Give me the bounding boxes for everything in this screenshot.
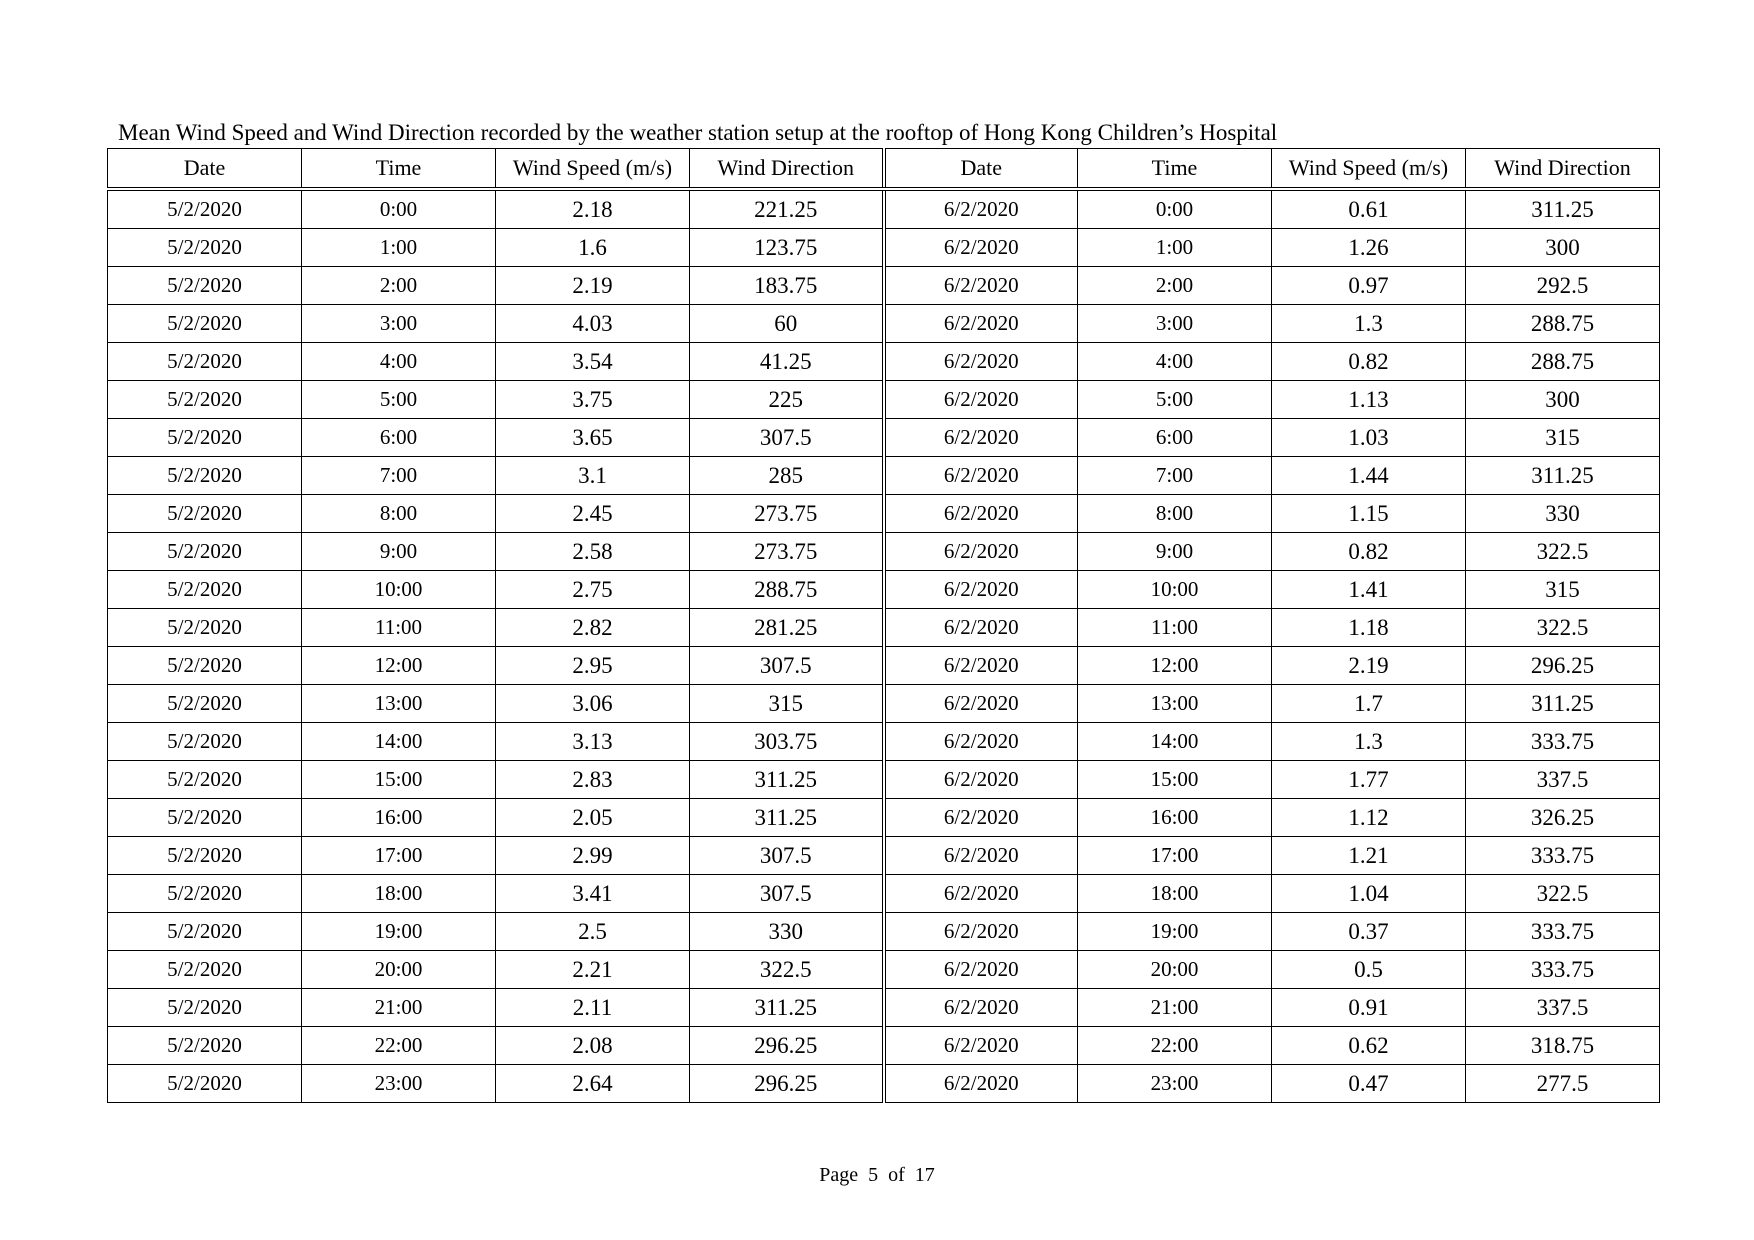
wind-direction-cell: 277.5 [1466,1065,1660,1103]
wind-direction-header: Wind Direction [1466,149,1660,190]
wind-direction-cell: 296.25 [690,1027,884,1065]
wind-speed-cell: 3.65 [496,419,690,457]
wind-direction-cell: 303.75 [690,723,884,761]
wind-speed-cell: 0.5 [1272,951,1466,989]
table-row [108,1027,1660,1065]
time-cell: 13:00 [1078,685,1272,723]
date-cell: 6/2/2020 [884,913,1078,951]
wind-direction-cell: 322.5 [690,951,884,989]
date-cell: 5/2/2020 [108,799,302,837]
page-number: Page 5 of 17 [819,1164,935,1186]
time-cell: 10:00 [302,571,496,609]
time-cell: 23:00 [302,1065,496,1103]
time-cell: 22:00 [302,1027,496,1065]
time-cell: 8:00 [302,495,496,533]
wind-speed-cell: 0.37 [1272,913,1466,951]
wind-speed-cell: 1.44 [1272,457,1466,495]
wind-direction-cell: 322.5 [1466,533,1660,571]
date-cell: 5/2/2020 [108,951,302,989]
date-cell: 6/2/2020 [884,571,1078,609]
wind-speed-cell: 1.21 [1272,837,1466,875]
wind-direction-cell: 322.5 [1466,875,1660,913]
date-cell: 5/2/2020 [108,685,302,723]
wind-speed-cell: 2.05 [496,799,690,837]
time-cell: 1:00 [1078,229,1272,267]
date-cell: 6/2/2020 [884,875,1078,913]
time-header: Time [302,149,496,190]
wind-direction-cell: 322.5 [1466,609,1660,647]
time-cell: 11:00 [302,609,496,647]
table-row [108,989,1660,1027]
wind-direction-cell: 288.75 [1466,343,1660,381]
date-cell: 6/2/2020 [884,381,1078,419]
wind-speed-cell: 3.41 [496,875,690,913]
table-row [108,1065,1660,1103]
time-cell: 12:00 [1078,647,1272,685]
date-cell: 6/2/2020 [884,1027,1078,1065]
wind-direction-cell: 273.75 [690,495,884,533]
table-row [108,305,1660,343]
wind-speed-cell: 1.04 [1272,875,1466,913]
wind-speed-cell: 1.41 [1272,571,1466,609]
wind-speed-cell: 2.83 [496,761,690,799]
wind-direction-cell: 333.75 [1466,837,1660,875]
time-cell: 5:00 [1078,381,1272,419]
wind-direction-cell: 315 [1466,419,1660,457]
wind-direction-cell: 285 [690,457,884,495]
date-header: Date [108,149,302,190]
date-cell: 6/2/2020 [884,305,1078,343]
table-row [108,799,1660,837]
wind-speed-cell: 2.95 [496,647,690,685]
table-row [108,609,1660,647]
wind-direction-cell: 333.75 [1466,951,1660,989]
wind-direction-cell: 307.5 [690,419,884,457]
time-cell: 7:00 [1078,457,1272,495]
wind-speed-cell: 1.15 [1272,495,1466,533]
time-cell: 12:00 [302,647,496,685]
date-cell: 5/2/2020 [108,419,302,457]
date-cell: 6/2/2020 [884,229,1078,267]
date-cell: 5/2/2020 [108,647,302,685]
time-cell: 0:00 [302,189,496,229]
wind-direction-cell: 326.25 [1466,799,1660,837]
wind-direction-cell: 330 [1466,495,1660,533]
wind-direction-cell: 311.25 [690,799,884,837]
wind-direction-cell: 41.25 [690,343,884,381]
wind-direction-cell: 337.5 [1466,989,1660,1027]
table-row [108,875,1660,913]
wind-direction-cell: 311.25 [1466,457,1660,495]
wind-direction-cell: 60 [690,305,884,343]
table-row [108,495,1660,533]
wind-speed-cell: 0.61 [1272,189,1466,229]
wind-speed-cell: 1.13 [1272,381,1466,419]
wind-direction-cell: 311.25 [690,761,884,799]
time-cell: 9:00 [1078,533,1272,571]
time-cell: 8:00 [1078,495,1272,533]
wind-direction-cell: 333.75 [1466,723,1660,761]
wind-speed-header: Wind Speed (m/s) [1272,149,1466,190]
time-cell: 14:00 [302,723,496,761]
date-cell: 5/2/2020 [108,1065,302,1103]
wind-speed-cell: 3.75 [496,381,690,419]
time-cell: 11:00 [1078,609,1272,647]
wind-speed-cell: 2.75 [496,571,690,609]
wind-speed-cell: 1.26 [1272,229,1466,267]
wind-speed-cell: 2.58 [496,533,690,571]
date-cell: 5/2/2020 [108,305,302,343]
date-cell: 6/2/2020 [884,951,1078,989]
table-row [108,457,1660,495]
date-cell: 5/2/2020 [108,267,302,305]
table-row [108,685,1660,723]
wind-speed-cell: 2.99 [496,837,690,875]
time-cell: 20:00 [302,951,496,989]
date-cell: 5/2/2020 [108,533,302,571]
header-row [108,149,1660,190]
time-header: Time [1078,149,1272,190]
time-cell: 21:00 [1078,989,1272,1027]
wind-direction-cell: 300 [1466,381,1660,419]
date-cell: 5/2/2020 [108,229,302,267]
time-cell: 4:00 [302,343,496,381]
wind-direction-cell: 300 [1466,229,1660,267]
wind-speed-cell: 2.18 [496,189,690,229]
wind-speed-cell: 0.91 [1272,989,1466,1027]
table-row [108,229,1660,267]
date-cell: 6/2/2020 [884,189,1078,229]
wind-speed-cell: 0.82 [1272,343,1466,381]
time-cell: 23:00 [1078,1065,1272,1103]
date-cell: 5/2/2020 [108,875,302,913]
wind-direction-cell: 330 [690,913,884,951]
time-cell: 21:00 [302,989,496,1027]
date-cell: 6/2/2020 [884,723,1078,761]
wind-direction-cell: 296.25 [690,1065,884,1103]
date-cell: 5/2/2020 [108,457,302,495]
table-row [108,419,1660,457]
wind-speed-cell: 2.45 [496,495,690,533]
time-cell: 15:00 [302,761,496,799]
time-cell: 16:00 [302,799,496,837]
date-cell: 5/2/2020 [108,761,302,799]
table-row [108,647,1660,685]
time-cell: 6:00 [302,419,496,457]
wind-speed-cell: 3.13 [496,723,690,761]
wind-speed-cell: 3.54 [496,343,690,381]
wind-direction-cell: 123.75 [690,229,884,267]
date-header: Date [884,149,1078,190]
time-cell: 19:00 [302,913,496,951]
wind-direction-cell: 307.5 [690,647,884,685]
wind-direction-cell: 311.25 [1466,189,1660,229]
wind-speed-cell: 1.03 [1272,419,1466,457]
date-cell: 6/2/2020 [884,799,1078,837]
time-cell: 4:00 [1078,343,1272,381]
time-cell: 2:00 [302,267,496,305]
date-cell: 5/2/2020 [108,495,302,533]
date-cell: 6/2/2020 [884,343,1078,381]
table-row [108,913,1660,951]
time-cell: 2:00 [1078,267,1272,305]
time-cell: 17:00 [302,837,496,875]
wind-direction-cell: 311.25 [690,989,884,1027]
wind-direction-cell: 307.5 [690,875,884,913]
table-row [108,381,1660,419]
time-cell: 10:00 [1078,571,1272,609]
table-row [108,837,1660,875]
table-row [108,761,1660,799]
wind-speed-cell: 1.7 [1272,685,1466,723]
time-cell: 3:00 [302,305,496,343]
wind-direction-cell: 311.25 [1466,685,1660,723]
date-cell: 5/2/2020 [108,723,302,761]
date-cell: 5/2/2020 [108,609,302,647]
wind-direction-cell: 281.25 [690,609,884,647]
time-cell: 14:00 [1078,723,1272,761]
date-cell: 6/2/2020 [884,267,1078,305]
wind-speed-cell: 1.6 [496,229,690,267]
date-cell: 6/2/2020 [884,685,1078,723]
time-cell: 20:00 [1078,951,1272,989]
wind-direction-cell: 315 [690,685,884,723]
time-cell: 1:00 [302,229,496,267]
wind-direction-cell: 288.75 [1466,305,1660,343]
date-cell: 5/2/2020 [108,189,302,229]
wind-speed-cell: 2.19 [1272,647,1466,685]
wind-speed-cell: 2.64 [496,1065,690,1103]
time-cell: 6:00 [1078,419,1272,457]
table-row [108,343,1660,381]
time-cell: 22:00 [1078,1027,1272,1065]
table-row [108,723,1660,761]
date-cell: 5/2/2020 [108,1027,302,1065]
wind-speed-cell: 1.3 [1272,723,1466,761]
wind-speed-cell: 1.18 [1272,609,1466,647]
time-cell: 3:00 [1078,305,1272,343]
time-cell: 19:00 [1078,913,1272,951]
date-cell: 5/2/2020 [108,343,302,381]
wind-speed-cell: 2.82 [496,609,690,647]
table-row [108,533,1660,571]
date-cell: 5/2/2020 [108,913,302,951]
wind-direction-cell: 318.75 [1466,1027,1660,1065]
date-cell: 6/2/2020 [884,609,1078,647]
wind-speed-cell: 1.12 [1272,799,1466,837]
table-row [108,189,1660,229]
time-cell: 7:00 [302,457,496,495]
wind-speed-cell: 1.77 [1272,761,1466,799]
wind-direction-cell: 288.75 [690,571,884,609]
date-cell: 5/2/2020 [108,571,302,609]
date-cell: 6/2/2020 [884,457,1078,495]
wind-speed-cell: 0.97 [1272,267,1466,305]
time-cell: 18:00 [302,875,496,913]
time-cell: 15:00 [1078,761,1272,799]
wind-speed-cell: 2.08 [496,1027,690,1065]
time-cell: 5:00 [302,381,496,419]
wind-direction-cell: 307.5 [690,837,884,875]
wind-direction-cell: 273.75 [690,533,884,571]
wind-speed-cell: 0.62 [1272,1027,1466,1065]
wind-direction-cell: 292.5 [1466,267,1660,305]
date-cell: 6/2/2020 [884,837,1078,875]
wind-speed-cell: 2.21 [496,951,690,989]
date-cell: 6/2/2020 [884,647,1078,685]
wind-speed-cell: 1.3 [1272,305,1466,343]
time-cell: 16:00 [1078,799,1272,837]
wind-speed-cell: 0.47 [1272,1065,1466,1103]
time-cell: 18:00 [1078,875,1272,913]
date-cell: 5/2/2020 [108,989,302,1027]
table-row [108,951,1660,989]
table-body [108,189,1660,1103]
wind-speed-cell: 2.5 [496,913,690,951]
wind-speed-cell: 3.06 [496,685,690,723]
wind-data-table [107,148,1660,1103]
time-cell: 0:00 [1078,189,1272,229]
date-cell: 6/2/2020 [884,1065,1078,1103]
date-cell: 6/2/2020 [884,533,1078,571]
date-cell: 6/2/2020 [884,989,1078,1027]
time-cell: 9:00 [302,533,496,571]
date-cell: 6/2/2020 [884,761,1078,799]
table-row [108,571,1660,609]
table-row [108,267,1660,305]
date-cell: 5/2/2020 [108,381,302,419]
wind-direction-cell: 225 [690,381,884,419]
wind-direction-header: Wind Direction [690,149,884,190]
time-cell: 17:00 [1078,837,1272,875]
wind-speed-cell: 3.1 [496,457,690,495]
date-cell: 5/2/2020 [108,837,302,875]
date-cell: 6/2/2020 [884,495,1078,533]
wind-direction-cell: 183.75 [690,267,884,305]
wind-direction-cell: 221.25 [690,189,884,229]
wind-speed-cell: 2.19 [496,267,690,305]
wind-speed-cell: 0.82 [1272,533,1466,571]
time-cell: 13:00 [302,685,496,723]
wind-speed-cell: 2.11 [496,989,690,1027]
wind-speed-cell: 4.03 [496,305,690,343]
wind-direction-cell: 337.5 [1466,761,1660,799]
wind-speed-header: Wind Speed (m/s) [496,149,690,190]
wind-direction-cell: 333.75 [1466,913,1660,951]
table-caption: Mean Wind Speed and Wind Direction recorded by the weather station setup at the rooftop of Hong Kong Children’s Hospital [118,120,1278,145]
date-cell: 6/2/2020 [884,419,1078,457]
wind-direction-cell: 296.25 [1466,647,1660,685]
wind-direction-cell: 315 [1466,571,1660,609]
